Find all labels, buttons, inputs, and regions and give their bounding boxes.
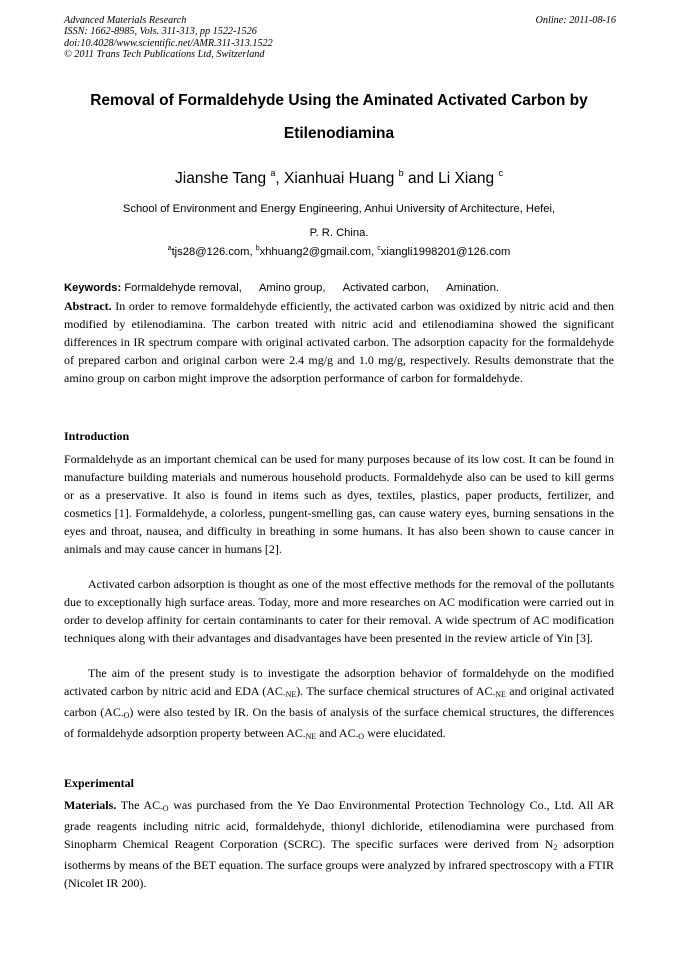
author-separator: and xyxy=(403,170,439,187)
subscript: -NE xyxy=(492,689,506,699)
text-run: adsorption isotherms by means of the BET equation. The surface groups were analyzed by infrared spectroscopy with a FTIR (Nicolet IR 200). xyxy=(64,836,614,890)
introduction-paragraph-3 xyxy=(64,665,614,746)
text-run: and original activated carbon (AC xyxy=(64,683,614,719)
subscript: 2 xyxy=(553,842,558,852)
issn-line: ISSN: 1662-8985, Vols. 311-313, pp 1522-1526 xyxy=(64,26,257,38)
author-affil-mark: b xyxy=(398,168,404,178)
author-affil-mark: a xyxy=(270,168,276,178)
subscript: -NE xyxy=(282,689,297,699)
author-name: Li Xiang xyxy=(438,170,495,187)
text-run: ). The surface chemical structures of AC xyxy=(296,683,493,698)
materials-label: Materials. xyxy=(64,798,117,812)
text-run: were elucidated. xyxy=(364,725,446,740)
copyright-line: © 2011 Trans Tech Publications Ltd, Switzerland xyxy=(64,49,265,61)
text-run: The aim of the present study is to investigate the adsorption behavior of formaldehyde on the modified activated carbon by nitric acid and EDA (AC xyxy=(64,666,614,698)
keyword-item: Amino group, xyxy=(258,282,326,294)
affiliation-line-2: P. R. China. xyxy=(309,227,369,239)
text-run: and AC xyxy=(316,725,356,740)
materials-paragraph xyxy=(64,797,614,893)
email-address[interactable]: xiangli1998201@126.com xyxy=(380,246,511,258)
email-mark: c xyxy=(377,245,381,252)
keywords-line xyxy=(64,282,624,294)
experimental-heading: Experimental xyxy=(64,776,134,790)
paper-title-line-2: Etilenodiamina xyxy=(283,125,395,142)
subscript: -O xyxy=(355,731,365,741)
author-name: Jianshe Tang xyxy=(175,170,267,187)
keyword-item: Amination. xyxy=(446,282,500,294)
author-name: Xianhuai Huang xyxy=(284,170,395,187)
abstract-text: In order to remove formaldehyde efficiently, the activated carbon was oxidized by nitric acid and then modified by etilenodiamina. The carbon treated with nitric acid and etilenodiamina showed the significant differences in IR spectrum compare with original activated carbon. The adsorption capacity for the formaldehyde of prepared carbon and original carbon were 2.4 mg/g and 1.0 mg/g, respectively. Results demonstrate that the amino group on carbon might improve the adsorption performance of carbon for formaldehyde. xyxy=(64,299,614,385)
keyword-item: Formaldehyde removal, xyxy=(124,282,242,294)
email-address[interactable]: xhhuang2@gmail.com xyxy=(259,246,372,258)
subscript: -NE xyxy=(302,731,317,741)
doi-link[interactable]: doi:10.4028/www.scientific.net/AMR.311-313.1522 xyxy=(64,37,273,49)
affiliation-line-1: School of Environment and Energy Engineering, Anhui University of Architecture, Hefei, xyxy=(122,203,556,215)
keywords-label: Keywords: xyxy=(64,282,122,294)
author-separator: , xyxy=(275,170,285,187)
abstract-paragraph xyxy=(64,298,614,388)
journal-name: Advanced Materials Research xyxy=(64,15,187,26)
email-mark: a xyxy=(167,245,172,252)
subscript: -O xyxy=(120,710,130,720)
email-separator: , xyxy=(371,246,378,258)
text-run: ) were also tested by IR. On the basis of analysis of the surface chemical structures, the differences of formaldehyde adsorption property between AC xyxy=(64,704,614,740)
email-address[interactable]: tjs28@126.com xyxy=(171,246,250,258)
journal-header xyxy=(64,15,616,61)
author-list xyxy=(40,168,638,188)
online-date: Online: 2011-08-16 xyxy=(535,15,616,26)
author-emails xyxy=(40,245,638,258)
email-separator: , xyxy=(249,246,256,258)
text-run: The AC xyxy=(120,798,161,812)
subscript: -O xyxy=(160,804,169,813)
keyword-item: Activated carbon, xyxy=(342,282,430,294)
introduction-paragraph-2: Activated carbon adsorption is thought as one of the most effective methods for the removal of the pollutants due to exceptionally high surface areas. Today, more and more researches on AC modification were carried out in order to develop affinity for certain contaminants to cater for their removal. A wide spectrum of AC modification techniques along with their advantages and disadvantages have been presented in the review article of Yin [3]. xyxy=(64,577,614,645)
introduction-heading: Introduction xyxy=(64,429,130,443)
introduction-paragraph-1: Formaldehyde as an important chemical can be used for many purposes because of its low cost. It can be found in manufacture building materials and numerous household products. Formaldehyde also can be used to kill germs or as a preservative. It also is found in items such as dyes, textiles, plastics, paper products, fertilizer, and cosmetics [1]. Formaldehyde, a colorless, pungent-smelling gas, can cause watery eyes, burning sensations in the eyes and throat, nausea, and difficulty in breathing in some humans. It has also been shown to cause cancer in animals and may cause cancer in humans [2]. xyxy=(64,452,614,556)
text-run: was purchased from the Ye Dao Environmental Protection Technology Co., Ltd. All AR grade reagents including nitric acid, formaldehyde, thionyl dichloride, etilenodiamina were purchased from Sinopharm Chemical Reagent Corporation (SCRC). The specific surfaces were derived from N xyxy=(64,798,614,851)
abstract-label: Abstract. xyxy=(64,299,112,313)
paper-title-line-1: Removal of Formaldehyde Using the Aminated Activated Carbon by xyxy=(90,92,588,109)
author-affil-mark: c xyxy=(498,168,503,178)
email-mark: b xyxy=(255,245,260,252)
